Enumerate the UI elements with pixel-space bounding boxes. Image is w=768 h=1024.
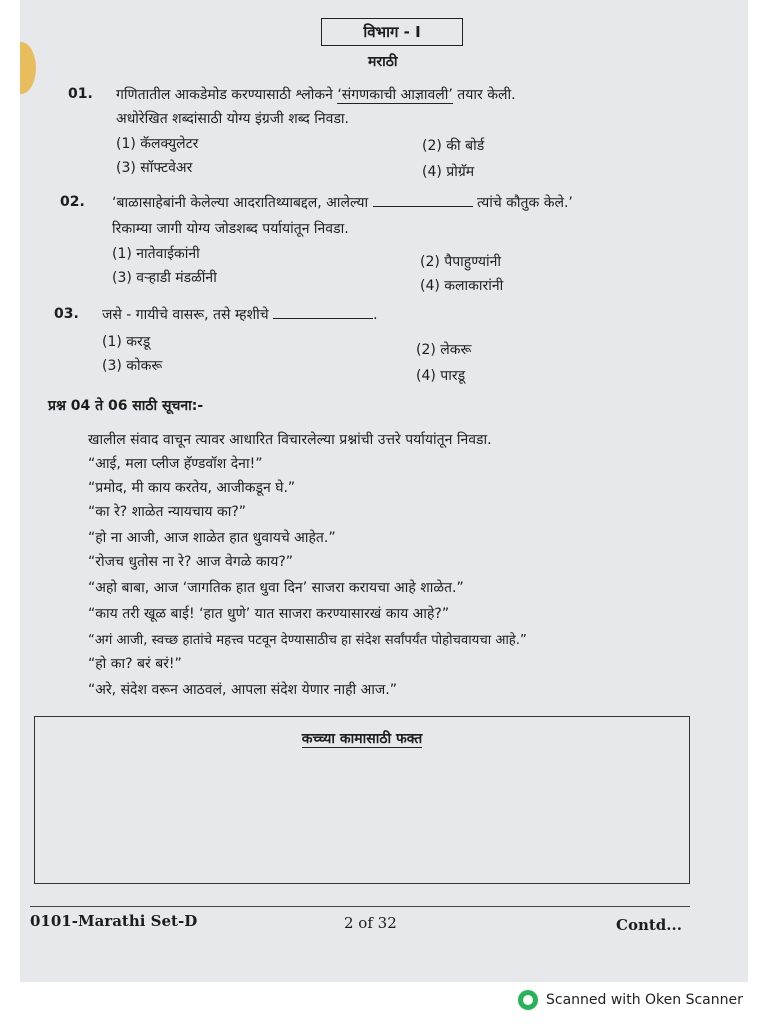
continued-label: Contd... — [616, 916, 682, 934]
underlined-phrase: ‘संगणकाची आज्ञावली’ — [337, 87, 453, 103]
question-number: 01. — [68, 86, 93, 102]
question-text-part: जसे - गायीचे वासरू, तसे म्हशीचे — [102, 307, 274, 323]
option: (3) कोकरू — [102, 358, 163, 374]
answer-blank — [373, 192, 473, 207]
dialogue-line: “काय तरी खूळ बाई! ‘हात धुणे’ यात साजरा करण्यासारखं काय आहे?” — [88, 606, 450, 622]
question-text-part: गणितातील आकडेमोड करण्यासाठी श्लोकने — [116, 87, 338, 103]
dialogue-line: “हो ना आजी, आज शाळेत हात धुवायचे आहेत.” — [88, 530, 336, 546]
question-instruction: रिकाम्या जागी योग्य जोडशब्द पर्यायांतून निवडा. — [112, 221, 349, 237]
option: (4) कलाकारांनी — [420, 278, 504, 294]
page-number: 2 of 32 — [344, 914, 397, 932]
option: (4) प्रोग्रॅम — [422, 164, 475, 180]
option: (1) कॅलक्युलेटर — [116, 136, 199, 152]
footer-divider — [30, 906, 690, 907]
dialogue-line: “अरे, संदेश वरून आठवलं, आपला संदेश येणार नाही आज.” — [88, 682, 397, 698]
option: (1) करडू — [102, 334, 151, 350]
dialogue-line: “हो का? बरं बरं!” — [88, 656, 182, 672]
question-text-part: त्यांचे कौतुक केले.’ — [472, 195, 573, 211]
option: (2) पैपाहुण्यांनी — [420, 254, 502, 270]
highlighter-mark — [20, 42, 36, 94]
answer-blank — [273, 304, 373, 319]
scanner-label: Scanned with Oken Scanner — [546, 992, 743, 1008]
paper-code: 0101-Marathi Set-D — [30, 912, 198, 930]
dialogue-line: “अहो बाबा, आज ‘जागतिक हात धुवा दिन’ साजरा करायचा आहे शाळेत.” — [88, 580, 464, 596]
option: (4) पारडू — [416, 368, 466, 384]
scanner-logo-icon — [518, 990, 538, 1010]
option: (2) की बोर्ड — [422, 138, 485, 154]
question-text — [102, 304, 378, 326]
dialogue-line: खालील संवाद वाचून त्यावर आधारित विचारलेल्या प्रश्नांची उत्तरे पर्यायांतून निवडा. — [88, 432, 492, 448]
option: (3) वऱ्हाडी मंडळींनी — [112, 270, 217, 286]
dialogue-line: “का रे? शाळेत न्यायचाय का?” — [88, 504, 247, 520]
dialogue-line: “अगं आजी, स्वच्छ हातांचे महत्त्व पटवून देण्यासाठीच हा संदेश सर्वांपर्यंत पोहोचवायचा आहे.” — [88, 633, 527, 648]
page-margin — [0, 0, 20, 982]
scanner-watermark — [518, 990, 743, 1010]
dialogue-line: “प्रमोद, मी काय करतेय, आजीकडून घे.” — [88, 480, 296, 496]
rough-work-title: कच्च्या कामासाठी फक्त — [301, 731, 423, 747]
question-number: 02. — [60, 194, 85, 210]
option: (2) लेकरू — [416, 342, 472, 358]
instruction-heading: प्रश्न 04 ते 06 साठी सूचना:- — [48, 398, 204, 414]
question-text-part: . — [373, 307, 378, 323]
option: (3) सॉफ्टवेअर — [116, 160, 193, 176]
rough-work-box — [34, 716, 690, 884]
question-number: 03. — [54, 306, 79, 322]
question-instruction: अधोरेखित शब्दांसाठी योग्य इंग्रजी शब्द निवडा. — [116, 111, 350, 127]
question-text — [116, 84, 516, 106]
question-text-part: ‘बाळासाहेबांनी केलेल्या आदरातिथ्याबद्दल, आलेल्या — [112, 195, 373, 211]
dialogue-line: “आई, मला प्लीज हॅण्डवॉश देना!” — [88, 456, 263, 472]
exam-page — [20, 0, 748, 982]
dialogue-line: “रोजच धुतोस ना रे? आज वेगळे काय?” — [88, 554, 293, 570]
question-text — [112, 192, 573, 214]
section-heading: विभाग - I — [321, 18, 463, 46]
option: (1) नातेवाईकांनी — [112, 246, 200, 262]
subject-title: मराठी — [368, 54, 398, 70]
question-text-part: तयार केली. — [452, 87, 516, 103]
